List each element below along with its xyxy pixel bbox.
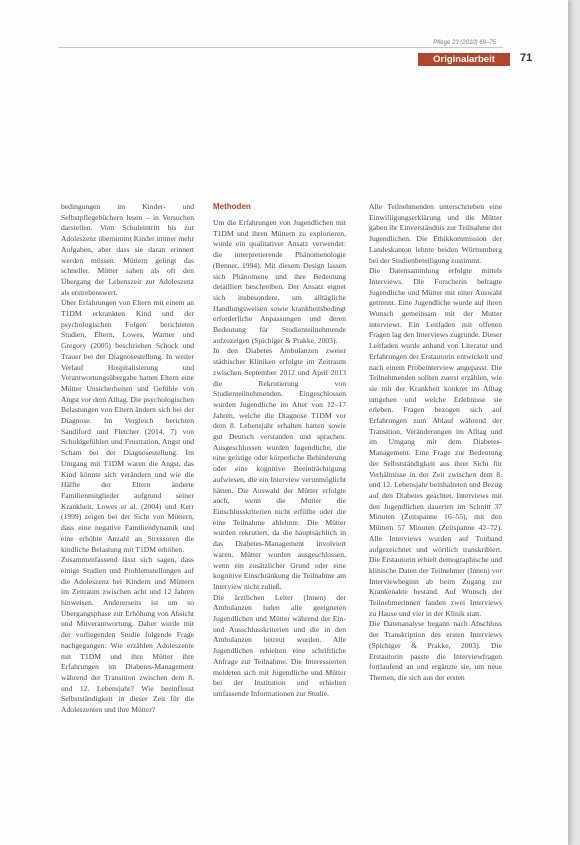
text-column-right xyxy=(369,202,502,684)
paragraph: Zusammenfassend lässt sich sagen, dass einige Studien und Problemstellungen auf die Adoleszenz bei Kindern und Müttern im Zeitraum zwischen acht und 12 Jahren hinweisen. Andererseits ist um so Übergangsphase zur Erhöhung von Absicht und Mitverantwortung. Daher wurde mit der vorliegenden Studie folgende Frage nachgegangen: Wie erzählen Adoleszente mit T1DM und ihre Mütter ihre Erfahrungen im Diabetes-Management während der Transition zwischen dem 8. und 12. Lebensjahr? Wie beeinflusst Selbstständigkeit in dieser Zeit für die Adoleszenten und ihre Mütter? xyxy=(61,555,194,715)
paragraph: bedingungen im Kinder- und Selbstpflegebüchern lesen – in Versuchen darstellen. Vom Schuleintritt bis zur Adoleszenz übernimmt Kinder immer mehr Aufgaben, aber dass sie daran erinnert werden müssen. Müttern gelingt das schneller. Mütter sahen als oft den Übergang der Lebenszeit zur Adoleszenz als erstrebenswert. xyxy=(61,202,194,297)
paragraph: Alle Teilnehmenden unterschrieben eine Einwilligungserklärung und die Mütter gaben ihr Einverständnis zur Teilnahme der Jugendlichen. Die Ethikkommission der Landeskanton lehnte beiden Württemberg bei der Studienbeteiligung zustimmt. xyxy=(369,202,502,265)
journal-reference: Pflege 23 (2010) 69–75 xyxy=(433,40,496,46)
paragraph: Die Datenanalyse begann nach Abschluss der Transkription des ersten Interviews (Spichiger & Prakke, 2003). Die Erstautorin passte die Interviewfragen fortlaufend an und ergänzte sie, um neue Themen, die sich aus der ersten xyxy=(369,619,502,682)
paragraph: Die ärztlichen Leiter (Innen) der Ambulanzen luden alle geeigneten Jugendlichen und Mütter während der Ein- und Ausschlusskriterien und die in den Ambulanzen betreut wurden. Alle Jugendlichen erhielten eine schriftliche Anfrage zur Teilnahme. Die Interessierten meldeten sich mit Jugendliche und Mütter bei der Institution und erhielten umfassende Informationen zur Studie. xyxy=(213,592,346,698)
section-label: Originalarbeit xyxy=(418,53,510,66)
header-rule xyxy=(58,47,503,48)
paragraph: In den Diabetes Ambulanzen zweier städtischer Kliniken erfolgte im Zeitraum zwischen September 2012 und April 2013 die Rekrutierung von Studienteilnehmenden. Eingeschlossen wurden Jugendliche im Alter von 12–17 Jahren, welche die Diagnose T1DM vor dem 8. Lebensjahr erhalten hatten sowie gut Deutsch verstanden und sprachen. Ausgeschlossen wurden Jugendliche, die eine geistige oder körperliche Behinderung oder eine kognitive Beeinträchtigung aufwiesen, die ein Interview verunmöglicht hätten. Die Auswahl der Mütter erfolgte auch, wenn die Mutter die Einschlusskriterien nicht erfüllte oder die eine Teilnahme ablehnte. Die Mütter wurden rekrutiert, da die hauptsächlich in das Diabetes-Management involviert waren. Mütter wurden ausgeschlossen, wenn ein zusätzlicher Grund oder eine kognitive Einschränkung die Teilnahme am Interview nicht zuließ. xyxy=(213,346,346,591)
paragraph: Über Erfahrungen von Eltern mit einem an T1DM erkrankten Kind und der psychologischen Folgen berichteten Studien, Eltern, Lowes, Warner und Gregory (2005) beschrieben Schock und Trauer bei der Diagnosestellung. In weiter Verlauf Hospitalisierung und Verantwortungsübergabe hatten Eltern eine Mütter Unsicherheiten und Gefühle von Angst vor dem Alltag. Die psychologischen Belastungen von Eltern ändern sich bei der Diagnose. Im Vergleich berichten Sandiford und Fletcher (2014, 7) von Schuldgefühlen und Frustration, Angst und Scham bei der Diagnosestellung. Im Umgang mit T1DM waren die Angst, das Kind könnte sich verändern und wie die Hälfte der Eltern änderte Familienmitglieder aufgrund seiner Krankheit. Lowes et al. (2004) und Kerr (1999) zeigen bei der Sicht von Müttern, dass eine negative Familiendynamik und eine erhöhte Anzahl an Stressoren die kindliche Belastung mit T1DM erhöhen. xyxy=(61,298,194,554)
paragraph: Um die Erfahrungen von Jugendlichen mit T1DM und ihren Müttern zu explorieren, wurde ein qualitativer Ansatz verwendet: die interpretierende Phänomenologie (Benner, 1994). Mit diesem Design lassen sich Phänomene und ihre Bedeutung detailliert beschreiben. Der Ansatz eignet sich insbesondere, um alltägliche Handlungsweisen sowie krankheitsbedingt erforderliche Anpassungen und deren Bedeutung für Studienteilnehmende aufzuzeigen (Spichiger & Prakke, 2003). xyxy=(213,218,346,345)
paragraph: Die Datensammlung erfolgte mittels Interviews. Die Forscherin befragte Jugendliche und Mütter mit einer Auswahl getrennt. Eine Jugendliche wurde auf ihren Wunsch gemeinsam mit der Mutter interviewt. Ein Leitfaden mit offenen Fragen lag den Interviews zugrunde. Dieser Leitfaden wurde anhand von Literatur und Erfahrungen der Erstautorin entwickelt und nach einem Probeinterview angepasst. Die Teilnehmenden sollten zuerst erzählen, wie sie mit der Krankheit konkret im Alltag umgehen und welche Erlebnisse sie erleben. Fragen bezogen sich auf Erfahrungen zum Ablauf während der Transition, Veränderungen im Alltag und im Umgang mit dem Diabetes-Management. Eine Frage zur Bedeutung der Selbstständigkeit aus ihrer Sicht für Verhältnisse in der Zeit zwischen dem 8. und 12. Lebensjahr beinhalteten und Bezug auf den Diabetes geachtet. Interviews mit den Jugendlichen dauerten im Schnitt 37 Minuten (Zeitspanne 16–55), mit den Müttern 57 Minuten (Zeitspanne 42–72). Alle Interviews wurden auf Tonband aufgezeichnet und wörtlich transkribiert. Die Erstautorin erhielt demographische und klinische Daten der Teilnehmer (Innen) vor Interviewbeginn ab beim Zugang zur Krankenakte bestand. Auf Wunsch der Teilnehmerinnen fanden zwei Interviews zu Hause und vier in der Klinik statt. xyxy=(369,266,502,618)
text-column-middle xyxy=(213,202,346,700)
section-heading-methods: Methoden xyxy=(213,202,251,211)
text-column-left xyxy=(61,202,194,716)
page-number: 71 xyxy=(520,52,533,64)
